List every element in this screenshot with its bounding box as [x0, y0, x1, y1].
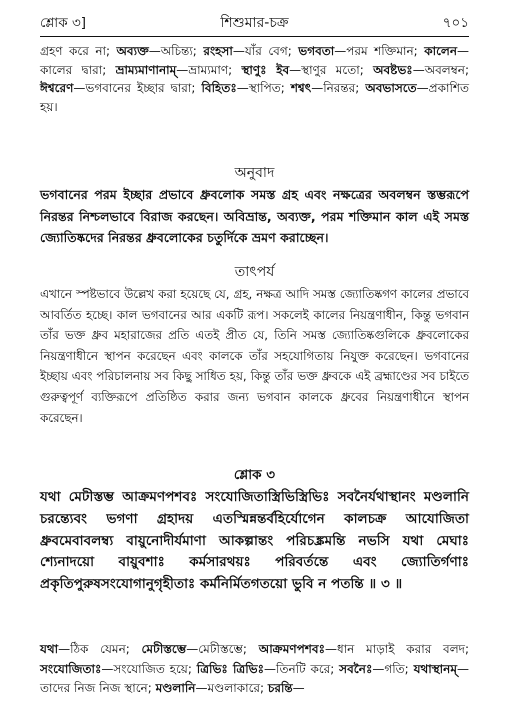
page-header: [40, 10, 469, 37]
gloss-term: গ্রহণ করে না;: [40, 44, 117, 58]
synonym-term: চরন্তি—: [267, 681, 305, 695]
gloss-continuation: [40, 42, 469, 116]
synonym-term: সংযোজিতাঃ—সংযোজিত হয়ে;: [40, 661, 197, 676]
header-verse-ref: শ্লোক ৩]: [40, 14, 86, 31]
gloss-term: ভগবতা—পরম শক্তিমান;: [298, 44, 425, 58]
gloss-term: রংহসা—যাঁর বেগ;: [203, 44, 299, 58]
verse-text: যথা মেঢীস্তম্ভ আক্রমণপশবঃ সংযোজিতাস্ত্রিভিস্ত্রিভিঃ সবনৈর্যথাস্থানং মণ্ডলানি চরন্ত্যেবং ভগণা গ্রহাদয় এতস্মিন্নন্তর্বহির্যোগেন কালচক্র আযোজিতা ধ্রুবমেবাবলম্ব্য বায়ুনোদীর্যমাণা আকল্পান্তং পরিচঙ্ক্রমন্তি নভসি যথা মেঘাঃ শ্যেনাদয়ো বায়ুবশাঃ কর্মসারথয়ঃ পরিবর্তন্তে এবং জ্যোতির্গণাঃ প্রকৃতিপুরুষসংযোগানুগৃহীতাঃ কর্মনির্মিতগতয়ো ভুবি ন পতন্তি ॥ ৩ ॥: [40, 489, 469, 593]
gloss-term: অব্যক্ত—অচিন্ত্য;: [116, 44, 204, 58]
synonym-term: যথা—ঠিক যেমন;: [40, 642, 142, 656]
gloss-term: স্থাণুঃ ইব—স্থাণুর মতো;: [241, 62, 374, 77]
synonym-term: ত্রিভিঃ ত্রিভিঃ—তিনটি করে;: [196, 661, 340, 676]
translation-heading: অনুবাদ: [234, 165, 275, 181]
gloss-term: ঈশ্বরেণ—ভগবানের ইচ্ছার দ্বারা;: [40, 81, 202, 96]
purport-text: এখানে স্পষ্টভাবে উল্লেখ করা হয়েছে যে, গ্রহ, নক্ষত্র আদি সমস্ত জ্যোতিষ্কগণ কালের প্রভাবে আবর্তিত হচ্ছে। কাল ভগবানের আর একটি রূপ। সকলেই কালের নিয়ন্ত্রণাধীন, কিন্তু ভগবান তাঁর ভক্ত ধ্রুব মহারাজের প্রতি এতই প্রীত যে, তিনি সমস্ত জ্যোতিষ্কগুলিকে ধ্রুবলোকের নিয়ন্ত্রণাধীনে স্থাপন করেছেন এবং কালকে তাঁর সহযোগিতায় নিযুক্ত করেছেন। ভগবানের ইচ্ছায় এবং পরিচালনায় সব কিছু সাধিত হয়, কিন্তু তাঁর ভক্ত ধ্রুবকে এই ব্রহ্মাণ্ডের সব চাইতে গুরুত্বপূর্ণ ব্যক্তিরূপে প্রতিষ্ঠিত করার জন্য ভগবান কালকে ধ্রুবের নিয়ন্ত্রণাধীনে স্থাপন করেছেন।: [40, 287, 469, 425]
gloss-term: অবষ্টভঃ—অবলম্বন;: [373, 62, 469, 77]
gloss-term: শশ্বৎ—নিরন্তর;: [290, 81, 366, 96]
header-chapter-title: শিশুমার-চক্র: [220, 15, 289, 31]
gloss-term: অবভাসতে—প্রকাশিত হয়।: [40, 81, 469, 114]
header-page-number: ৭০১: [442, 14, 469, 31]
synonyms: [40, 640, 469, 699]
translation-text: ভগবানের পরম ইচ্ছার প্রভাবে ধ্রুবলোক সমস্ত গ্রহ এবং নক্ষত্রের অবলম্বন স্তম্ভরূপে নিরন্তর নিশ্চলভাবে বিরাজ করছেন। অবিভ্রান্ত, অব্যক্ত, পরম শক্তিমান কাল এই সমস্ত জ্যোতিষ্কদের নিরন্তর ধ্রুবলোকের চতুর্দিকে ভ্রমণ করাচ্ছেন।: [40, 187, 469, 245]
synonym-term: মণ্ডলানি—মণ্ডলাকারে;: [155, 681, 268, 695]
synonym-term: আক্রমণপশবঃ—ধান মাড়াই করার বলদ;: [258, 642, 469, 656]
verse-heading: শ্লোক ৩: [233, 467, 276, 483]
gloss-term: কালেন—কালের দ্বারা;: [40, 44, 469, 77]
synonym-term: মেঢীস্তম্ভে—মেঢীস্তম্ভে;: [141, 642, 259, 656]
synonym-term: যথাস্থানম্—তাদের নিজ নিজ স্থানে;: [40, 661, 469, 695]
gloss-term: বিহিতঃ—স্থাপিত;: [201, 81, 291, 96]
gloss-term: ভ্রাম্যমাণানাম্—ভ্রাম্যমাণ;: [115, 62, 242, 77]
synonym-term: সবনৈঃ—গতি;: [339, 661, 414, 676]
purport-heading: তাৎপর্য: [234, 264, 275, 280]
